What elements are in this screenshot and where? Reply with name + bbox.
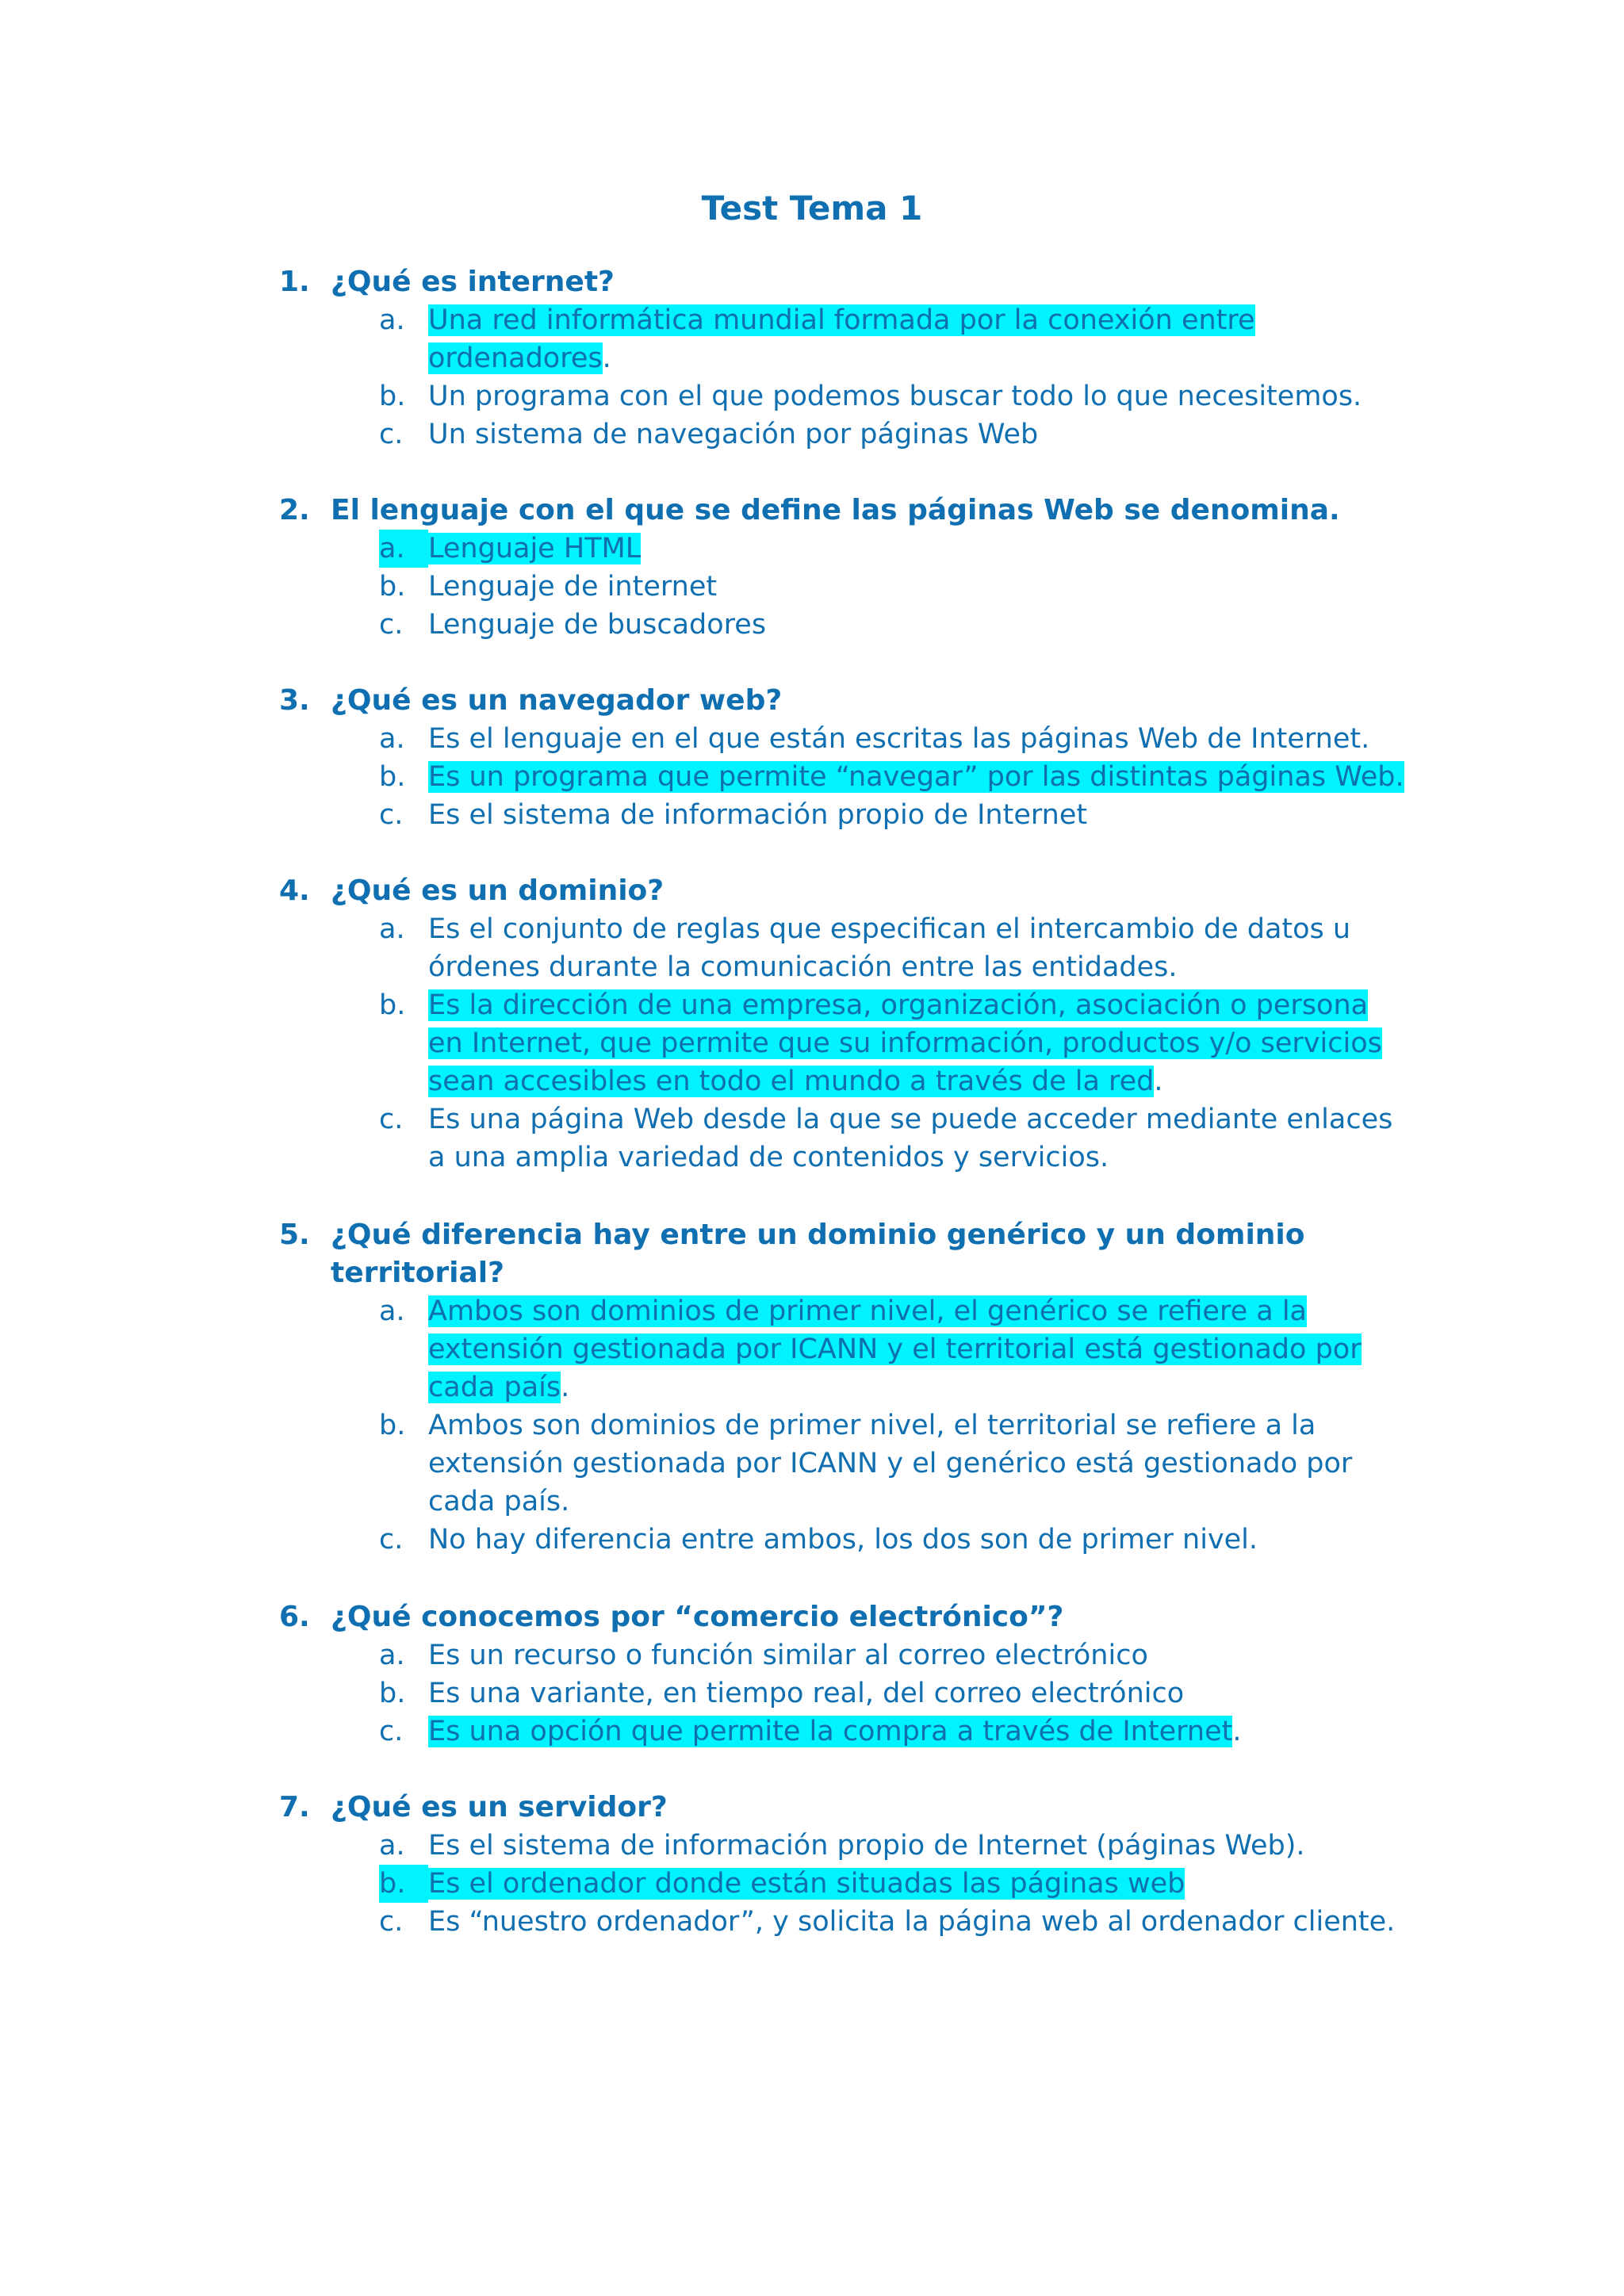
- option-b: [279, 568, 1405, 606]
- option-a: [279, 1827, 1405, 1865]
- option-a: [279, 301, 1405, 377]
- options-list: [279, 530, 1405, 644]
- option-text: Es una variante, en tiempo real, del correo electrónico: [428, 1678, 1185, 1709]
- option-a: [279, 530, 1405, 568]
- options-list: [279, 720, 1405, 834]
- option-c: [279, 1712, 1405, 1751]
- highlighted-answer: Es una opción que permite la compra a través de Internet: [428, 1716, 1233, 1747]
- question-3: [279, 682, 1405, 834]
- option-letter: c.: [379, 799, 404, 831]
- option-a: [279, 1636, 1405, 1674]
- option-letter: c.: [379, 419, 404, 450]
- option-letter: c.: [379, 1104, 404, 1135]
- option-letter: b.: [379, 571, 406, 603]
- question-heading: [279, 1216, 1405, 1292]
- option-text: No hay diferencia entre ambos, los dos son de primer nivel.: [428, 1524, 1258, 1556]
- option-b: [279, 986, 1405, 1100]
- option-text: .: [561, 1372, 570, 1403]
- option-letter: a.: [379, 1295, 405, 1327]
- option-a: [279, 1292, 1405, 1406]
- option-letter: a.: [379, 723, 405, 755]
- question-text: ¿Qué es un servidor?: [331, 1791, 668, 1823]
- option-text: Es el conjunto de reglas que especifican el intercambio de datos u órdenes durante la comunicación entre las entidades.: [428, 913, 1351, 983]
- question-text: ¿Qué conocemos por “comercio electrónico”?: [331, 1601, 1064, 1633]
- option-text: Es un recurso o función similar al correo electrónico: [428, 1640, 1148, 1671]
- option-b: [279, 1406, 1405, 1521]
- option-b: [279, 377, 1405, 415]
- option-text: .: [1232, 1716, 1242, 1747]
- option-text: .: [602, 342, 611, 374]
- highlighted-answer: Es la dirección de una empresa, organización, asociación o persona en Internet, que permite que su información, productos y/o servicios sean accesibles en todo el mundo a través de la red: [428, 989, 1382, 1097]
- option-letter: b.: [379, 1865, 428, 1903]
- option-text: Un sistema de navegación por páginas Web: [428, 419, 1039, 450]
- question-number: 5.: [279, 1219, 310, 1251]
- options-list: [279, 1636, 1405, 1751]
- question-heading: [279, 263, 1405, 301]
- question-text: ¿Qué es internet?: [331, 266, 615, 298]
- option-b: [279, 1865, 1405, 1903]
- question-heading: [279, 1789, 1405, 1827]
- question-text: ¿Qué es un navegador web?: [331, 684, 783, 717]
- question-text: ¿Qué diferencia hay entre un dominio genérico y un dominio territorial?: [331, 1219, 1305, 1289]
- option-letter: b.: [379, 989, 406, 1021]
- highlighted-answer: Es un programa que permite “navegar” por las distintas páginas Web.: [428, 761, 1404, 793]
- question-heading: [279, 682, 1405, 720]
- option-letter: a.: [379, 530, 428, 568]
- option-text: Un programa con el que podemos buscar todo lo que necesitemos.: [428, 381, 1362, 412]
- question-heading: [279, 872, 1405, 910]
- question-number: 6.: [279, 1601, 310, 1633]
- option-c: [279, 1903, 1405, 1941]
- highlighted-answer: Ambos son dominios de primer nivel, el genérico se refiere a la extensión gestionada por ICANN y el territorial está gestionado por cada país: [428, 1295, 1362, 1403]
- option-text: Ambos son dominios de primer nivel, el territorial se refiere a la extensión gestionada por ICANN y el genérico está gestionado por cada país.: [428, 1410, 1353, 1517]
- question-2: [279, 492, 1405, 644]
- option-a: [279, 910, 1405, 986]
- question-heading: [279, 492, 1405, 530]
- option-c: [279, 415, 1405, 453]
- option-text: Lenguaje de buscadores: [428, 609, 767, 641]
- highlighted-answer: Es el ordenador donde están situadas las páginas web: [428, 1868, 1185, 1900]
- options-list: [279, 1827, 1405, 1941]
- document-title: Test Tema 1: [701, 189, 923, 228]
- option-c: [279, 1521, 1405, 1559]
- option-letter: c.: [379, 1716, 404, 1747]
- option-letter: c.: [379, 1906, 404, 1938]
- option-letter: c.: [379, 1524, 404, 1556]
- question-number: 4.: [279, 874, 310, 907]
- option-text: Lenguaje de internet: [428, 571, 718, 603]
- option-text: Es el lenguaje en el que están escritas las páginas Web de Internet.: [428, 723, 1370, 755]
- question-number: 7.: [279, 1791, 310, 1823]
- option-a: [279, 720, 1405, 758]
- option-text: Es el sistema de información propio de Internet (páginas Web).: [428, 1830, 1305, 1862]
- option-letter: b.: [379, 1410, 406, 1441]
- highlighted-answer: Lenguaje HTML: [428, 533, 642, 564]
- option-b: [279, 758, 1405, 796]
- options-list: [279, 301, 1405, 453]
- question-heading: [279, 1598, 1405, 1636]
- question-7: [279, 1789, 1405, 1941]
- question-text: ¿Qué es un dominio?: [331, 874, 665, 907]
- option-text: Es una página Web desde la que se puede acceder mediante enlaces a una amplia variedad de contenidos y servicios.: [428, 1104, 1393, 1173]
- question-6: [279, 1598, 1405, 1751]
- option-letter: a.: [379, 913, 405, 945]
- question-1: [279, 263, 1405, 453]
- options-list: [279, 1292, 1405, 1559]
- option-letter: c.: [379, 609, 404, 641]
- option-c: [279, 1100, 1405, 1177]
- option-letter: a.: [379, 1830, 405, 1862]
- option-letter: a.: [379, 304, 405, 336]
- question-number: 3.: [279, 684, 310, 717]
- option-letter: b.: [379, 761, 406, 793]
- option-text: Es “nuestro ordenador”, y solicita la página web al ordenador cliente.: [428, 1906, 1396, 1938]
- question-4: [279, 872, 1405, 1177]
- question-number: 1.: [279, 266, 310, 298]
- question-text: El lenguaje con el que se define las páginas Web se denomina.: [331, 494, 1340, 526]
- option-text: Es el sistema de información propio de Internet: [428, 799, 1088, 831]
- option-b: [279, 1674, 1405, 1712]
- option-letter: a.: [379, 1640, 405, 1671]
- option-c: [279, 796, 1405, 834]
- option-c: [279, 606, 1405, 644]
- option-letter: b.: [379, 381, 406, 412]
- question-5: [279, 1216, 1405, 1559]
- question-number: 2.: [279, 494, 310, 526]
- option-letter: b.: [379, 1678, 406, 1709]
- option-text: .: [1154, 1066, 1163, 1097]
- options-list: [279, 910, 1405, 1177]
- highlighted-answer: Una red informática mundial formada por la conexión entre ordenadores: [428, 304, 1255, 374]
